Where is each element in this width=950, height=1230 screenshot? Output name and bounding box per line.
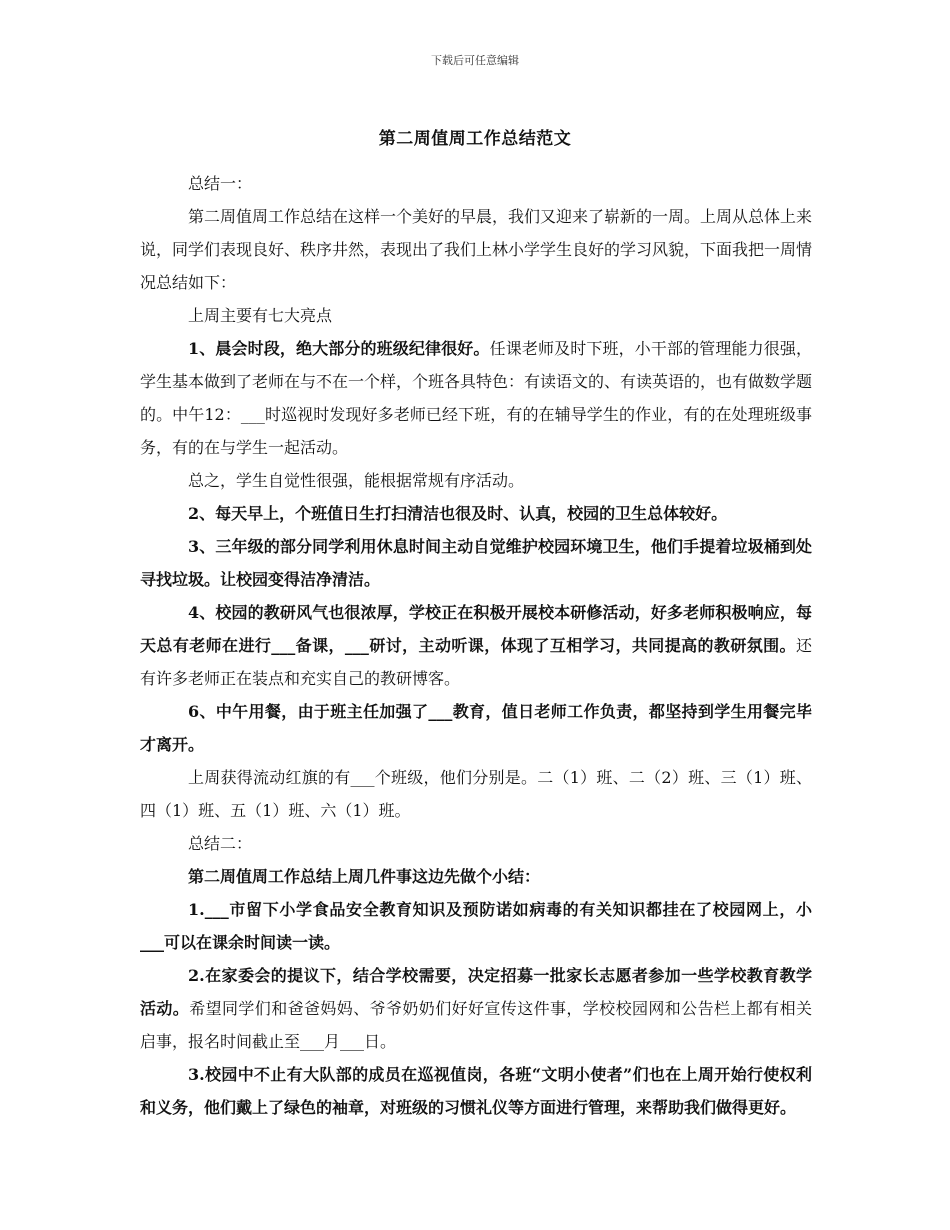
paragraph-point-6: 6、中午用餐，由于班主任加强了___教育，值日老师工作负责，都坚持到学生用餐完毕才离开。 <box>140 702 812 754</box>
paragraph-point-1 <box>140 332 812 464</box>
paragraph-item-2 <box>140 959 812 1058</box>
paragraph-summary-two-intro: 第二周值周工作总结上周几件事这边先做个小结： <box>188 867 541 886</box>
item-2-text: 希望同学们和爸爸妈妈、爷爷奶奶们好好宣传这件事，学校校园网和公告栏上都有相关启事，报名时间截止至___月___日。 <box>140 999 812 1051</box>
paragraph-point-4 <box>140 596 812 695</box>
document-title: 第二周值周工作总结范文 <box>378 129 572 149</box>
paragraph-highlights-heading: 上周主要有七大亮点 <box>188 306 333 325</box>
page-header: 下载后可任意编辑 <box>431 54 519 67</box>
point-4-text: 还有许多老师正在装点和充实自己的教研博客。 <box>140 636 812 688</box>
paragraph-point-2: 2、每天早上，个班值日生打扫清洁也很及时、认真，校园的卫生总体较好。 <box>188 504 728 523</box>
paragraph-item-1: 1.___市留下小学食品安全教育知识及预防诺如病毒的有关知识都挂在了校园网上，小___可以在课余时间读一读。 <box>140 900 812 952</box>
point-1-bold: 1、晨会时段，绝大部分的班级纪律很好。 <box>188 339 490 358</box>
point-4-bold: 4、校园的教研风气也很浓厚，学校正在积极开展校本研修活动，好多老师积极响应，每天总有老师在进行___备课，___研讨，主动听课，体现了互相学习，共同提高的教研氛围。 <box>140 603 812 655</box>
section-heading-one: 总结一： <box>188 174 253 193</box>
document-body <box>140 167 812 1124</box>
point-1-text: 任课老师及时下班，小干部的管理能力很强，学生基本做到了老师在与不在一个样，个班各具特色：有读语文的、有读英语的，也有做数学题的。中午12：___时巡视时发现好多老师已经下班，有的在辅导学生的作业，有的在处理班级事务，有的在与学生一起活动。 <box>140 339 813 457</box>
section-heading-two: 总结二： <box>188 834 253 853</box>
item-2-bold: 2.在家委会的提议下，结合学校需要，决定招募一批家长志愿者参加一些学校教育教学活动。 <box>140 966 812 1018</box>
paragraph-summary: 总之，学生自觉性很强，能根据常规有序活动。 <box>188 471 525 490</box>
paragraph-point-3: 3、三年级的部分同学利用休息时间主动自觉维护校园环境卫生，他们手提着垃圾桶到处寻找垃圾。让校园变得洁净清洁。 <box>140 537 812 589</box>
paragraph-item-3: 3.校园中不止有大队部的成员在巡视值岗，各班“文明小使者”们也在上周开始行使权利和义务，他们戴上了绿色的袖章，对班级的习惯礼仪等方面进行管理，来帮助我们做得更好。 <box>140 1065 812 1117</box>
paragraph-red-flag: 上周获得流动红旗的有___个班级，他们分别是。二（1）班、二（2）班、三（1）班、四（1）班、五（1）班、六（1）班。 <box>140 768 812 820</box>
paragraph-intro: 第二周值周工作总结在这样一个美好的早晨，我们又迎来了崭新的一周。上周从总体上来说，同学们表现良好、秩序井然，表现出了我们上林小学学生良好的学习风貌，下面我把一周情况总结如下： <box>140 207 813 292</box>
